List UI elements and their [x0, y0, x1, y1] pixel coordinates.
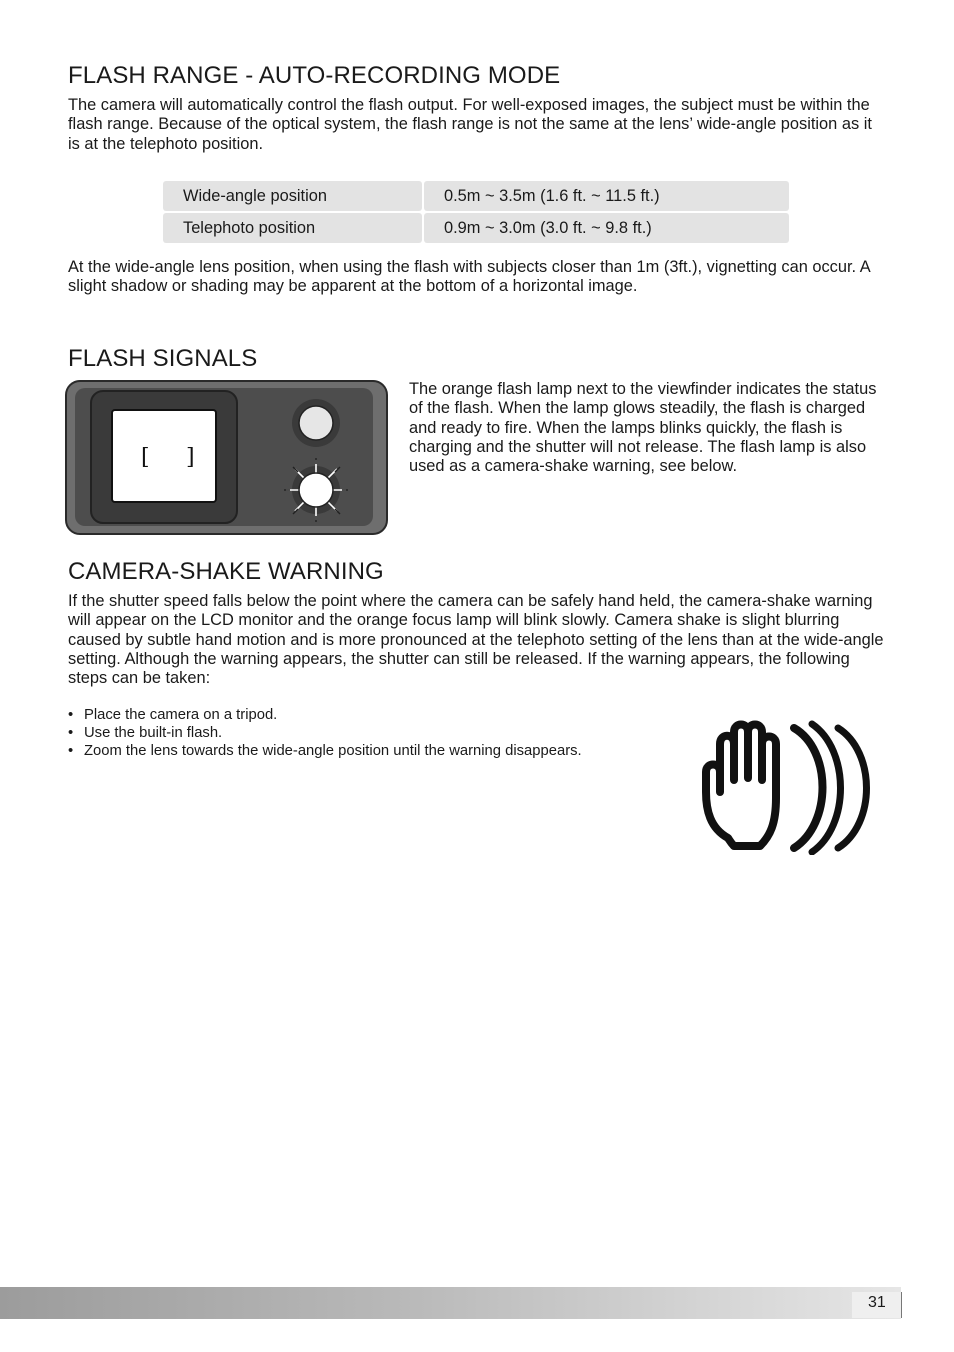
flash-range-heading: FLASH RANGE - AUTO-RECORDING MODE [68, 62, 561, 89]
viewfinder-bracket-right: ] [186, 445, 195, 470]
list-item: • Zoom the lens towards the wide-angle position until the warning disappears. [68, 742, 688, 760]
table-cell-value: 0.5m ~ 3.5m (1.6 ft. ~ 11.5 ft.) [424, 181, 789, 211]
table-row [163, 181, 789, 211]
table-cell-label: Telephoto position [163, 213, 422, 243]
camera-shake-tips [68, 706, 688, 760]
table-cell-label: Wide-angle position [163, 181, 422, 211]
flash-signals-heading: FLASH SIGNALS [68, 345, 258, 372]
table-row [163, 213, 789, 243]
camera-shake-heading: CAMERA-SHAKE WARNING [68, 558, 384, 585]
page-number: 31 [852, 1292, 902, 1318]
table-cell-value: 0.9m ~ 3.0m (3.0 ft. ~ 9.8 ft.) [424, 213, 789, 243]
flash-range-note: At the wide-angle lens position, when using the flash with subjects closer than 1m (3ft.), vignetting can occur. A slight shadow or shading may be apparent at the bottom of a horizontal image. [68, 258, 870, 296]
list-item: • Use the built-in flash. [68, 724, 688, 742]
flash-range-intro: The camera will automatically control the flash output. For well-exposed images, the subject must be within the flash range. Because of the optical system, the flash range is not the same at the lens’ wide-angle position as it is at the telephoto position. [68, 96, 872, 153]
camera-shake-hand-icon [700, 720, 890, 855]
footer-bar [0, 1287, 901, 1319]
flash-range-table [163, 181, 789, 245]
viewfinder-bracket-left: [ [141, 445, 150, 470]
camera-shake-text: If the shutter speed falls below the point where the camera can be safely hand held, the camera-shake warning will appear on the LCD monitor and the orange focus lamp will blink slowly. Camera shake is slight blurring caused by subtle hand motion and is more pronounced at the telephoto setting of the lens than at the wide-angle setting. Although the warning appears, the shutter can still be released. If the warning appears, the following steps can be taken: [68, 592, 884, 688]
list-item: • Place the camera on a tripod. [68, 706, 688, 724]
viewfinder-flash-lamp-illustration [65, 380, 388, 535]
flash-signals-text: The orange flash lamp next to the viewfinder indicates the status of the flash. When the lamp glows steadily, the flash is charged and ready to fire. When the lamps blinks quickly, the flash is charging and the shutter will not release. The flash lamp is also used as a camera-shake warning, see below. [409, 380, 877, 476]
